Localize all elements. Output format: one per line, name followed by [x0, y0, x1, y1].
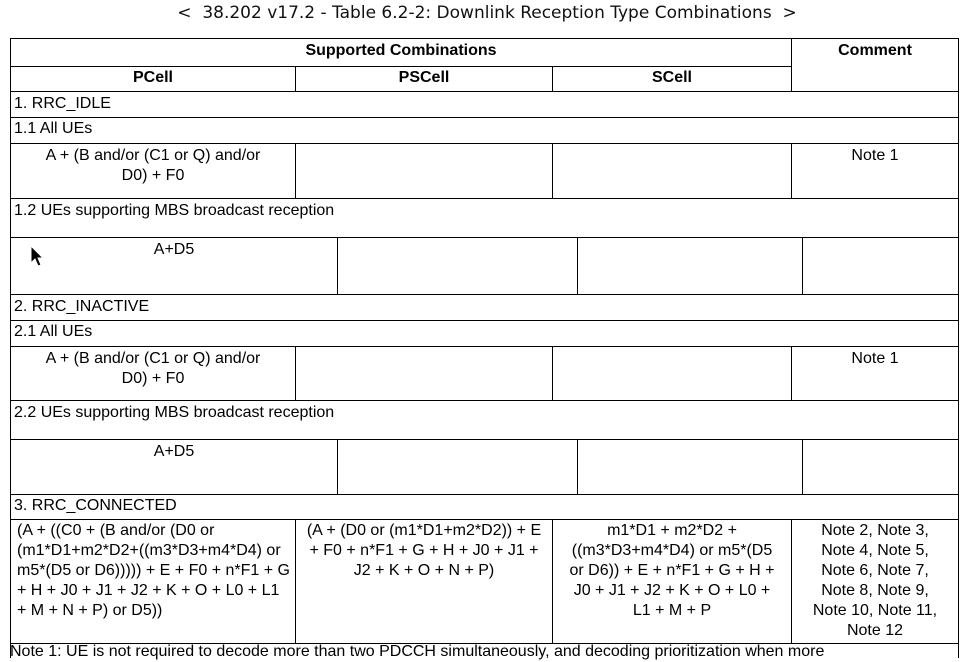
mouse-pointer-icon	[30, 245, 46, 269]
header-comment: Comment	[791, 39, 958, 91]
idle-mbs-comment	[802, 237, 958, 294]
inactive-mbs-scell	[577, 439, 802, 494]
caption-title: 38.202 v17.2 - Table 6.2-2: Downlink Reception Type Combinations	[202, 3, 772, 23]
inactive-all-scell	[552, 346, 791, 400]
idle-mbs-pscell	[337, 237, 577, 294]
connected-pscell: (A + (D0 or (m1*D1+m2*D2)) + E + F0 + n*F1 + G + H + J0 + J1 + J2 + K + O + N + P)	[295, 519, 552, 643]
idle-all-scell	[552, 143, 791, 198]
next-link[interactable]: >	[782, 3, 797, 23]
prev-link[interactable]: <	[177, 3, 192, 23]
inactive-all-pscell	[295, 346, 552, 400]
inactive-all-comment: Note 1	[791, 346, 958, 400]
connected-pcell: (A + ((C0 + (B and/or (D0 or (m1*D1+m2*D2+((m3*D3+m4*D4) or m5*(D5 or D6))))) + E + F0 + n*F1 + G + H + J0 + J1 + J2 + K + O + L0 + L1 + M + N + P) or D5))	[11, 519, 295, 643]
connected-scell: m1*D1 + m2*D2 + ((m3*D3+m4*D4) or m5*(D5 or D6)) + E + n*F1 + G + H + J0 + J1 + J2 + K + O + L0 + L1 + M + P	[552, 519, 791, 643]
inactive-all-pcell: A + (B and/or (C1 or Q) and/or D0) + F0	[11, 346, 295, 400]
section-rrc-idle: 1. RRC_IDLE	[11, 91, 958, 117]
combinations-table	[10, 38, 959, 658]
idle-all-pcell: A + (B and/or (C1 or Q) and/or D0) + F0	[11, 143, 295, 198]
inactive-mbs-pcell: A+D5	[11, 439, 337, 494]
header-scell: SCell	[552, 66, 791, 91]
idle-all-pscell	[295, 143, 552, 198]
subsection-inactive-mbs: 2.2 UEs supporting MBS broadcast reception	[11, 400, 958, 439]
header-pscell: PSCell	[295, 66, 552, 91]
header-supported-combinations: Supported Combinations	[305, 42, 497, 59]
section-rrc-inactive: 2. RRC_INACTIVE	[11, 294, 958, 320]
header-pcell: PCell	[11, 66, 295, 91]
footnote-note-1: Note 1: UE is not required to decode more than two PDCCH simultaneously, and decoding prioritization when more	[10, 643, 825, 660]
subsection-inactive-all-ues: 2.1 All UEs	[11, 320, 958, 346]
inactive-mbs-comment	[802, 439, 958, 494]
connected-comment: Note 2, Note 3, Note 4, Note 5, Note 6, Note 7, Note 8, Note 9, Note 10, Note 11, Note 12	[791, 519, 958, 643]
idle-mbs-pcell: A+D5	[11, 237, 337, 294]
subsection-idle-mbs: 1.2 UEs supporting MBS broadcast reception	[11, 198, 958, 237]
table-caption	[0, 3, 974, 23]
idle-all-comment: Note 1	[791, 143, 958, 198]
section-rrc-connected: 3. RRC_CONNECTED	[11, 494, 958, 519]
inactive-mbs-pscell	[337, 439, 577, 494]
subsection-idle-all-ues: 1.1 All UEs	[11, 117, 958, 143]
idle-mbs-scell	[577, 237, 802, 294]
